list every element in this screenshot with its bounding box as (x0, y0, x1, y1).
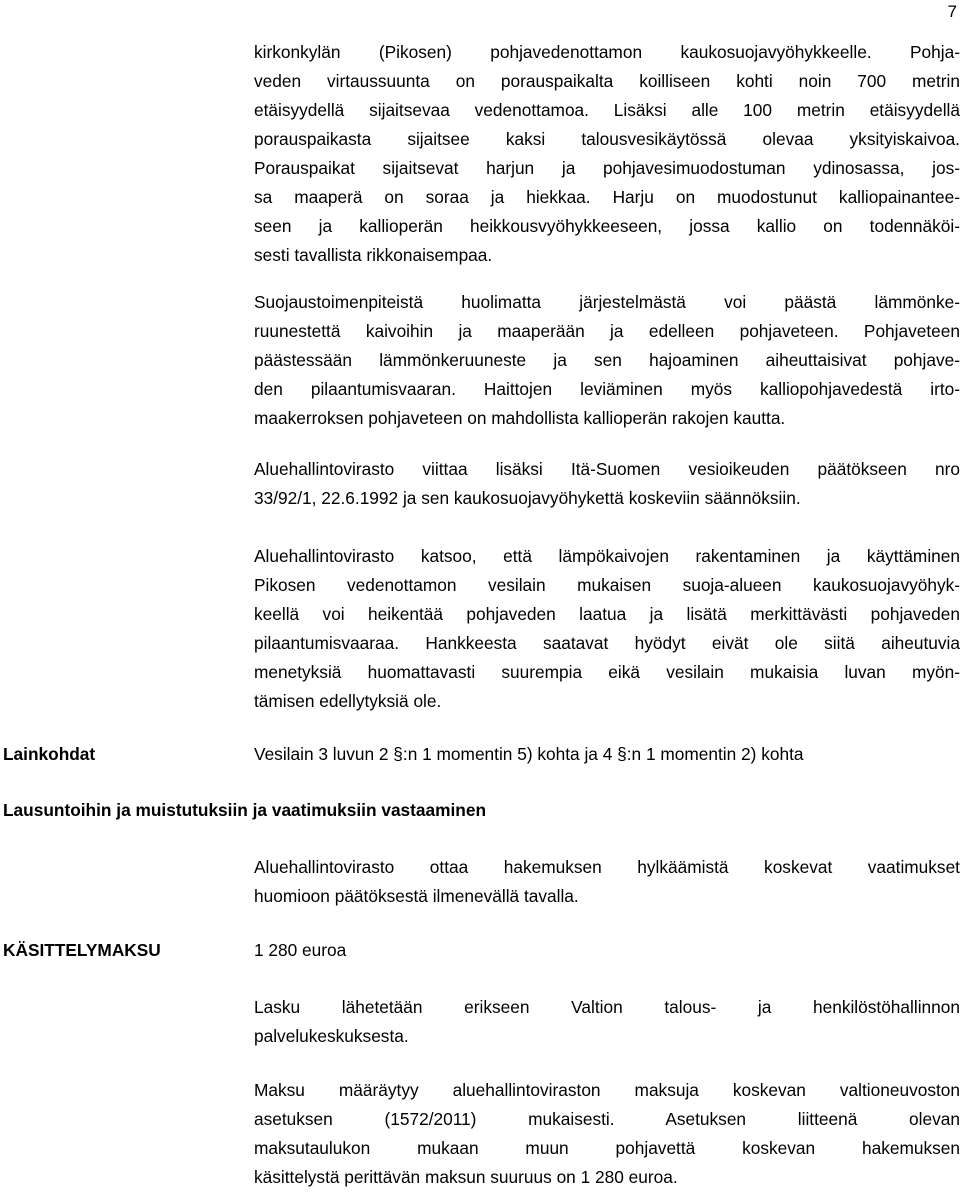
paragraph-protection-measures (254, 288, 960, 433)
page-number: 7 (947, 2, 957, 21)
text-line: porauspaikasta sijaitsee kaksi talousvesikäytössä olevaa yksityiskaivoa. (254, 129, 960, 149)
text-line: Aluehallintovirasto ottaa hakemuksen hylkäämistä koskevat vaatimukset (254, 857, 960, 877)
text-line: asetuksen (1572/2011) mukaisesti. Asetuksen liitteenä olevan (254, 1109, 960, 1129)
text-line: seen ja kallioperän heikkousvyöhykkeeseen, jossa kallio on todennäköi- (254, 216, 960, 236)
paragraph-water-court-reference (254, 455, 960, 513)
text-line: menetyksiä huomattavasti suurempia eikä vesilain mukaisia luvan myön- (254, 662, 960, 682)
paragraph-statements-response (254, 853, 960, 911)
text-line: tämisen edellytyksiä ole. (254, 691, 442, 711)
text-line: Lasku lähetetään erikseen Valtion talous- ja henkilöstöhallinnon (254, 997, 960, 1017)
text-line: 1 280 euroa (254, 940, 347, 960)
lainkohdat-label: Lainkohdat (3, 744, 96, 764)
text-line: maakerroksen pohjaveteen on mahdollista kallioperän rakojen kautta. (254, 408, 786, 428)
text-line: ruunestettä kaivoihin ja maaperään ja edelleen pohjaveteen. Pohjaveteen (254, 321, 960, 341)
text-line: etäisyydellä sijaitsevaa vedenottamoa. Lisäksi alle 100 metrin etäisyydellä (254, 100, 960, 120)
text-line: keellä voi heikentää pohjaveden laatua ja lisätä merkittävästi pohjaveden (254, 604, 960, 624)
text-line: sesti tavallista rikkonaisempaa. (254, 245, 493, 265)
text-line: päästessään lämmönkeruuneste ja sen hajoaminen aiheuttaisivat pohjave- (254, 350, 960, 370)
processing-fee-amount (254, 936, 960, 965)
text-line: Suojaustoimenpiteistä huolimatta järjestelmästä voi päästä lämmönke- (254, 292, 960, 312)
text-line: maksutaulukon mukaan muun pohjavettä koskevan hakemuksen (254, 1138, 960, 1158)
text-line: huomioon päätöksestä ilmenevällä tavalla. (254, 886, 579, 906)
text-line: kirkonkylän (Pikosen) pohjavedenottamon kaukosuojavyöhykkeelle. Pohja- (254, 42, 960, 62)
text-line: Maksu määräytyy aluehallintoviraston maksuja koskevan valtioneuvoston (254, 1080, 960, 1100)
text-line: Aluehallintovirasto katsoo, että lämpökaivojen rakentaminen ja käyttäminen (254, 546, 960, 566)
text-line: Pikosen vedenottamon vesilain mukaisen suoja-alueen kaukosuojavyöhyk- (254, 575, 960, 595)
text-line: Vesilain 3 luvun 2 §:n 1 momentin 5) kohta ja 4 §:n 1 momentin 2) kohta (254, 744, 804, 764)
lainkohdat-text (254, 740, 960, 769)
text-line: käsittelystä perittävän maksun suuruus on 1 280 euroa. (254, 1167, 678, 1187)
section-heading-statements: Lausuntoihin ja muistutuksiin ja vaatimuksiin vastaaminen (3, 800, 487, 820)
text-line: den pilaantumisvaaran. Haittojen leviäminen myös kalliopohjavedestä irto- (254, 379, 960, 399)
paragraph-authority-conclusion (254, 542, 960, 716)
paragraph-groundwater-location (254, 38, 960, 270)
processing-fee-label: KÄSITTELYMAKSU (3, 940, 161, 960)
text-line: palvelukeskuksesta. (254, 1026, 409, 1046)
text-line: veden virtaussuunta on porauspaikalta koilliseen kohti noin 700 metrin (254, 71, 960, 91)
text-line: pilaantumisvaaraa. Hankkeesta saatavat hyödyt eivät ole siitä aiheutuvia (254, 633, 960, 653)
paragraph-fee-basis (254, 1076, 960, 1192)
text-line: sa maaperä on soraa ja hiekkaa. Harju on muodostunut kalliopainantee- (254, 187, 960, 207)
text-line: Porauspaikat sijaitsevat harjun ja pohjavesimuodostuman ydinosassa, jos- (254, 158, 960, 178)
text-line: 33/92/1, 22.6.1992 ja sen kaukosuojavyöhykettä koskeviin säännöksiin. (254, 488, 801, 508)
paragraph-invoice (254, 993, 960, 1051)
text-line: Aluehallintovirasto viittaa lisäksi Itä-Suomen vesioikeuden päätökseen nro (254, 459, 960, 479)
